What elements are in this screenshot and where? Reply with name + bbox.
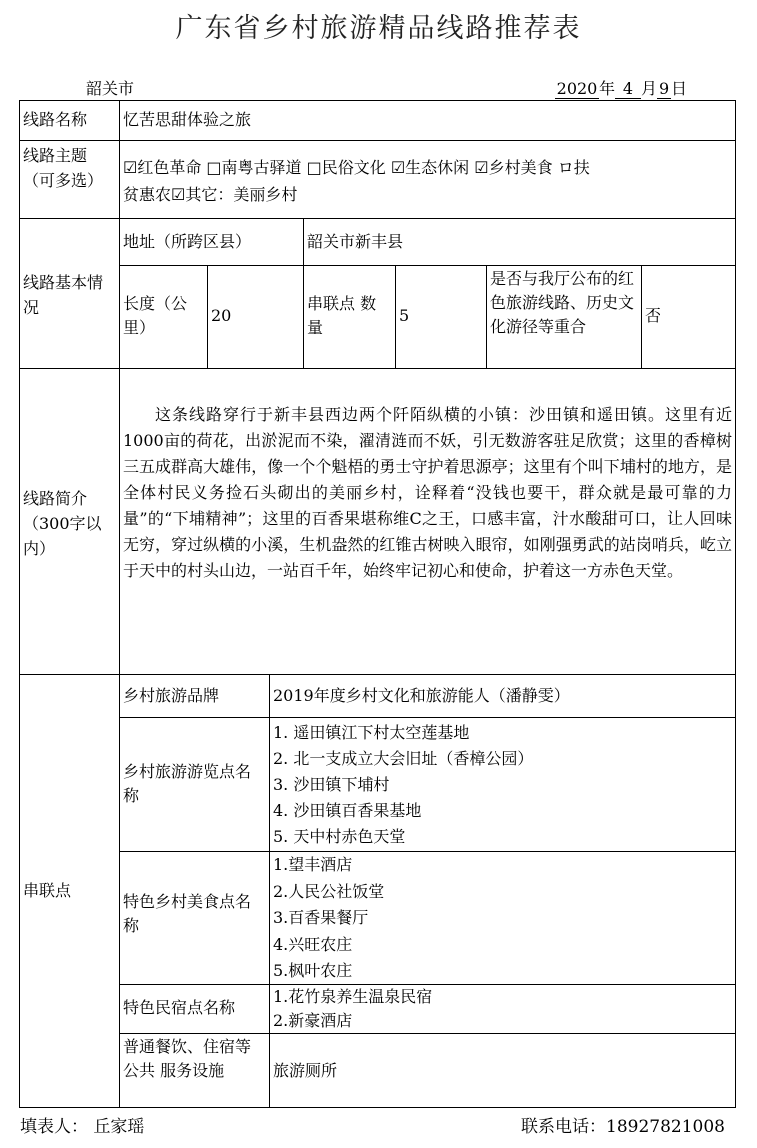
date-day: 9 xyxy=(658,79,670,98)
list-item: 4. 沙田镇百香果基地 xyxy=(273,801,422,820)
address-value: 韶关市新丰县 xyxy=(307,232,404,251)
filler-name: 丘家瑶 xyxy=(93,1117,145,1137)
date-month: 4 xyxy=(615,79,641,99)
list-item: 3. 沙田镇下埔村 xyxy=(273,775,390,794)
brand-value: 2019年度乡村文化和旅游能人（潘静雯） xyxy=(273,686,570,705)
overlap-label: 是否与我厅公布的红色旅游线路、历史文化游径等重合 xyxy=(490,269,635,336)
service-label: 普通餐饮、住宿等公共 服务设施 xyxy=(123,1037,252,1080)
list-item: 4.兴旺农庄 xyxy=(273,934,353,954)
sights-label: 乡村旅游游览点名称 xyxy=(123,762,252,805)
nodes-label: 串联点 xyxy=(23,881,72,900)
length-label: 长度（公里） xyxy=(123,294,188,337)
intro-label: 线路简介（300字以内） xyxy=(23,489,102,558)
route-name-label: 线路名称 xyxy=(23,110,88,129)
list-item: 1.花竹泉养生温泉民宿 xyxy=(273,987,433,1006)
list-item: 2.新豪酒店 xyxy=(273,1011,353,1030)
city-label: 韶关市 xyxy=(86,79,135,98)
theme-options xyxy=(120,154,735,208)
nodes-count-label: 串联点 数量 xyxy=(307,294,377,337)
length-value: 20 xyxy=(211,306,232,325)
list-item: 2. 北一支成立大会旧址（香樟公园） xyxy=(273,749,534,768)
nodes-count-value: 5 xyxy=(399,306,410,325)
sights-list xyxy=(270,720,735,850)
list-item: 2.人民公社饭堂 xyxy=(273,881,385,901)
list-item: 1.望丰酒店 xyxy=(273,855,353,874)
basic-label: 线路基本情况 xyxy=(23,273,104,317)
list-item: 5. 天中村赤色天堂 xyxy=(273,827,406,846)
food-list xyxy=(270,852,735,985)
theme-options-line1: ☑红色革命 □南粤古驿道 □民俗文化 ☑生态休闲 ☑乡村美食 ロ扶 xyxy=(123,158,590,177)
stay-list xyxy=(270,985,735,1033)
list-item: 5.枫叶农庄 xyxy=(273,961,353,980)
food-label: 特色乡村美食点名称 xyxy=(123,892,252,935)
list-item: 1. 遥田镇江下村太空莲基地 xyxy=(273,723,470,742)
theme-options-line2: 贫惠农☑其它：美丽乡村 xyxy=(123,185,298,204)
phone-number: 18927821008 xyxy=(606,1117,725,1137)
service-value: 旅游厕所 xyxy=(273,1061,338,1080)
date-year: 2020 xyxy=(556,79,598,98)
date-month-unit: 月 xyxy=(641,79,658,98)
overlap-value: 否 xyxy=(645,306,662,325)
theme-label: 线路主题（可多选） xyxy=(23,146,104,190)
phone-label: 联系电话： xyxy=(521,1117,606,1137)
date-year-unit: 年 xyxy=(599,79,616,98)
filler-label: 填表人： xyxy=(20,1117,88,1137)
address-label: 地址（所跨区县） xyxy=(123,232,252,251)
brand-label: 乡村旅游品牌 xyxy=(123,686,220,705)
stay-label: 特色民宿点名称 xyxy=(123,998,236,1017)
list-item: 3.百香果餐厅 xyxy=(273,908,369,927)
intro-text: 这条线路穿行于新丰县西边两个阡陌纵横的小镇：沙田镇和遥田镇。这里有近1000亩的荷花，出淤泥而不染，濯清涟而不妖，引无数游客驻足欣赏；这里的香樟树三五成群高大雄伟，像一个个魁梧的勇士守护着思源亭；这里有个叫下埔村的地方，是全体村民义务捡石头砌出的美丽乡村，诠释着“没钱也要干，群众就是最可靠的力量”的“下埔精神”；这里的百香果堪称维C之王，口感丰富，汁水酸甜可口，让人回味无穷，穿过纵横的小溪，生机盎然的红锥古树映入眼帘，如刚强勇武的站岗哨兵，屹立于天中的村头山边，一站百千年，始终牢记初心和使命，护着这一方赤色天堂。 xyxy=(123,405,732,580)
date-day-unit: 日 xyxy=(671,79,688,98)
filler xyxy=(20,1112,144,1137)
contact xyxy=(521,1112,725,1137)
page-title: 广东省乡村旅游精品线路推荐表 xyxy=(175,13,582,44)
route-name-value: 忆苦思甜体验之旅 xyxy=(123,110,252,129)
